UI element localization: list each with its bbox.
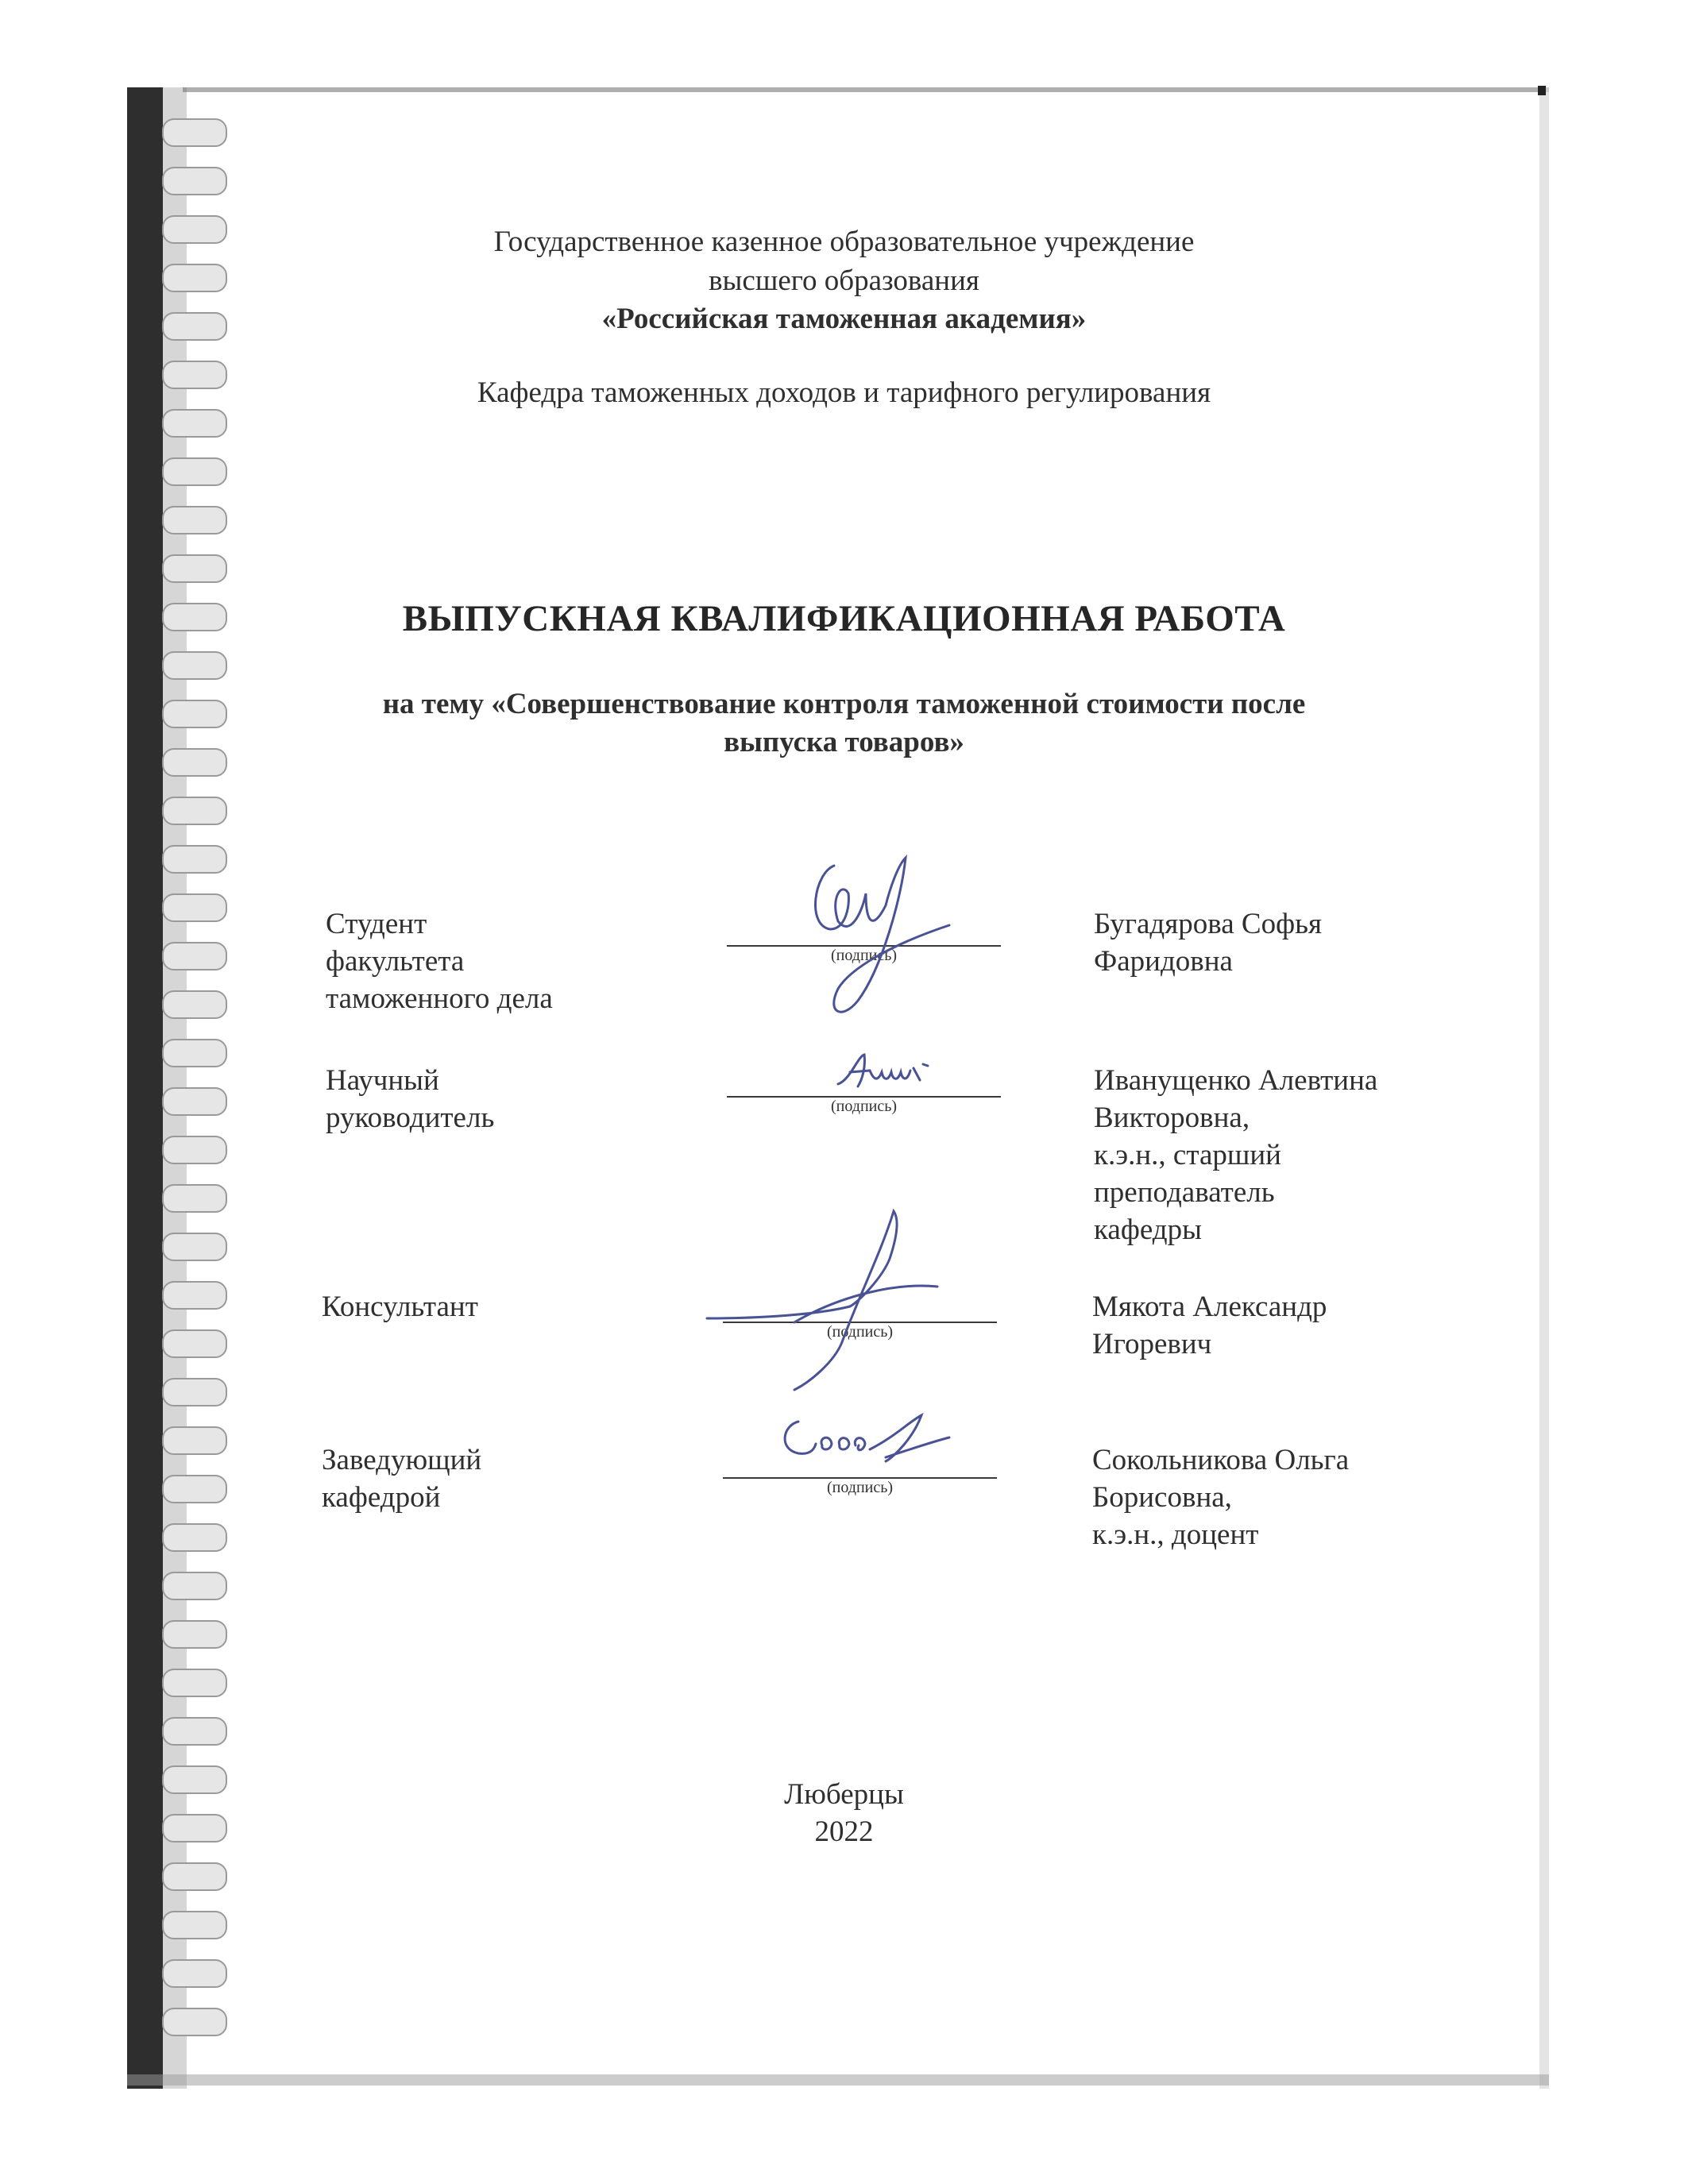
city: Люберцы [784,1778,904,1811]
role-supervisor: Научный руководитель [326,1064,495,1134]
education-level: высшего образования [709,264,979,297]
role-head-of-department: Заведующий кафедрой [322,1444,482,1514]
signature-student [786,850,969,1032]
work-topic-line-1: на тему «Совершенствование контроля таможенной стоимости после [382,688,1306,720]
signature-caption-student: (подпись) [830,947,898,964]
department-name: Кафедра таможенных доходов и тарифного регулирования [477,376,1211,409]
signature-caption-consultant: (подпись) [826,1323,894,1341]
signature-consultant [699,1203,961,1394]
work-title: ВЫПУСКНАЯ КВАЛИФИКАЦИОННАЯ РАБОТА [402,598,1286,639]
signature-caption-head: (подпись) [826,1479,894,1496]
person-student: Бугадярова Софья Фаридовна [1094,908,1322,978]
signature-supervisor [834,1048,961,1096]
signature-head [767,1406,973,1485]
institution-name: «Российская таможенная академия» [601,303,1087,335]
person-supervisor: Иванущенко Алевтина Викторовна, к.э.н., старший преподаватель кафедры [1094,1064,1378,1246]
signature-caption-supervisor: (подпись) [830,1098,898,1115]
year: 2022 [814,1815,874,1848]
person-head-of-department: Сокольникова Ольга Борисовна, к.э.н., доцент [1092,1444,1350,1551]
role-student: Студент факультета таможенного дела [326,908,553,1015]
person-consultant: Мякота Александр Игоревич [1092,1291,1327,1360]
work-topic-line-2: выпуска товаров» [724,726,964,758]
role-consultant: Консультант [322,1291,478,1323]
institution-type: Государственное казенное образовательное учреждение [493,226,1195,258]
